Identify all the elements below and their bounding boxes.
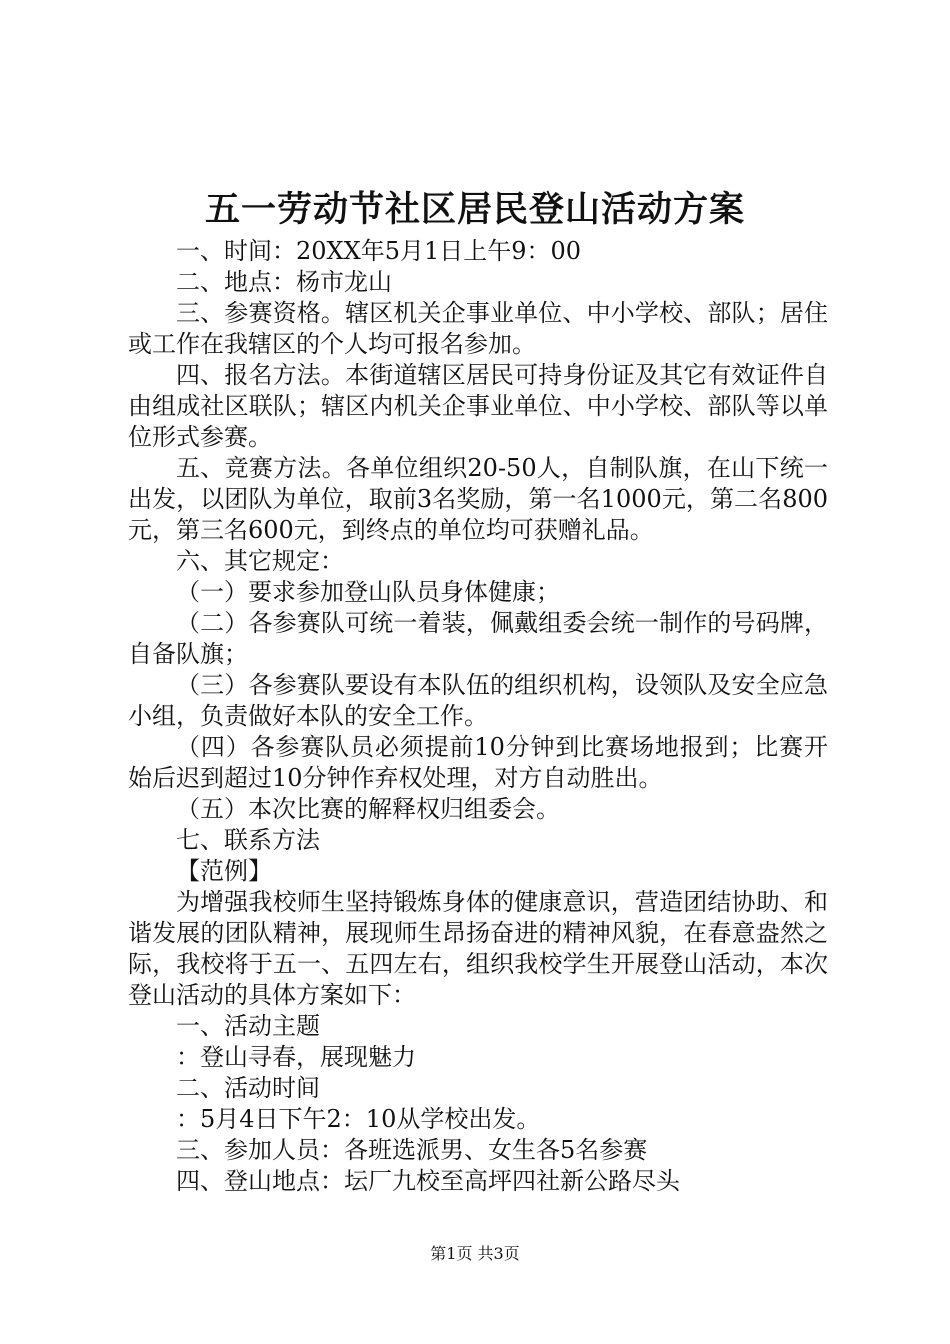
paragraph-activity-time-heading: 二、活动时间 xyxy=(176,1074,320,1102)
paragraph-rule-5: （五）本次比赛的解释权归组委会。 xyxy=(176,795,560,823)
paragraph-competition: 五、竞赛方法。各单位组织20-50人，自制队旗，在山下统一出发，以团队为单位，取前3名奖励，第一名1000元，第二名800元，第三名600元，到终点的单位均可获赠礼品。 xyxy=(128,454,828,544)
paragraph-other-rules: 六、其它规定： xyxy=(176,547,344,575)
document-body xyxy=(128,236,828,1197)
paragraph-climb-location: 四、登山地点：坛厂九校至高坪四社新公路尽头 xyxy=(176,1167,680,1195)
paragraph-registration: 四、报名方法。本街道辖区居民可持身份证及其它有效证件自由组成社区联队；辖区内机关企事业单位、中小学校、部队等以单位形式参赛。 xyxy=(128,361,828,451)
paragraph-eligibility: 三、参赛资格。辖区机关企事业单位、中小学校、部队；居住或工作在我辖区的个人均可报名参加。 xyxy=(128,299,828,358)
page-footer: 第1页 共3页 xyxy=(430,1244,520,1263)
paragraph-theme-heading: 一、活动主题 xyxy=(176,1012,320,1040)
paragraph-location: 二、地点：杨市龙山 xyxy=(176,268,392,296)
paragraph-participants: 三、参加人员：各班选派男、女生各5名参赛 xyxy=(176,1136,648,1164)
paragraph-example-heading: 【范例】 xyxy=(176,857,272,885)
paragraph-contact: 七、联系方法 xyxy=(176,826,320,854)
paragraph-rule-1: （一）要求参加登山队员身体健康； xyxy=(176,578,560,606)
paragraph-time: 一、时间：20XX年5月1日上午9：00 xyxy=(176,237,582,265)
paragraph-theme: ：登山寻春，展现魅力 xyxy=(176,1043,416,1071)
paragraph-rule-3: （三）各参赛队要设有本队伍的组织机构，设领队及安全应急小组，负责做好本队的安全工作。 xyxy=(128,671,828,730)
paragraph-activity-time: ：5月4日下午2：10从学校出发。 xyxy=(176,1105,541,1133)
paragraph-rule-2: （二）各参赛队可统一着装，佩戴组委会统一制作的号码牌，自备队旗； xyxy=(128,609,828,668)
paragraph-example-intro: 为增强我校师生坚持锻炼身体的健康意识，营造团结协助、和谐发展的团队精神，展现师生昂扬奋进的精神风貌，在春意盎然之际，我校将于五一、五四左右，组织我校学生开展登山活动，本次登山活动的具体方案如下： xyxy=(128,888,828,1009)
document-title: 五一劳动节社区居民登山活动方案 xyxy=(204,189,745,230)
paragraph-rule-4: （四）各参赛队员必须提前10分钟到比赛场地报到；比赛开始后迟到超过10分钟作弃权处理，对方自动胜出。 xyxy=(128,733,828,792)
